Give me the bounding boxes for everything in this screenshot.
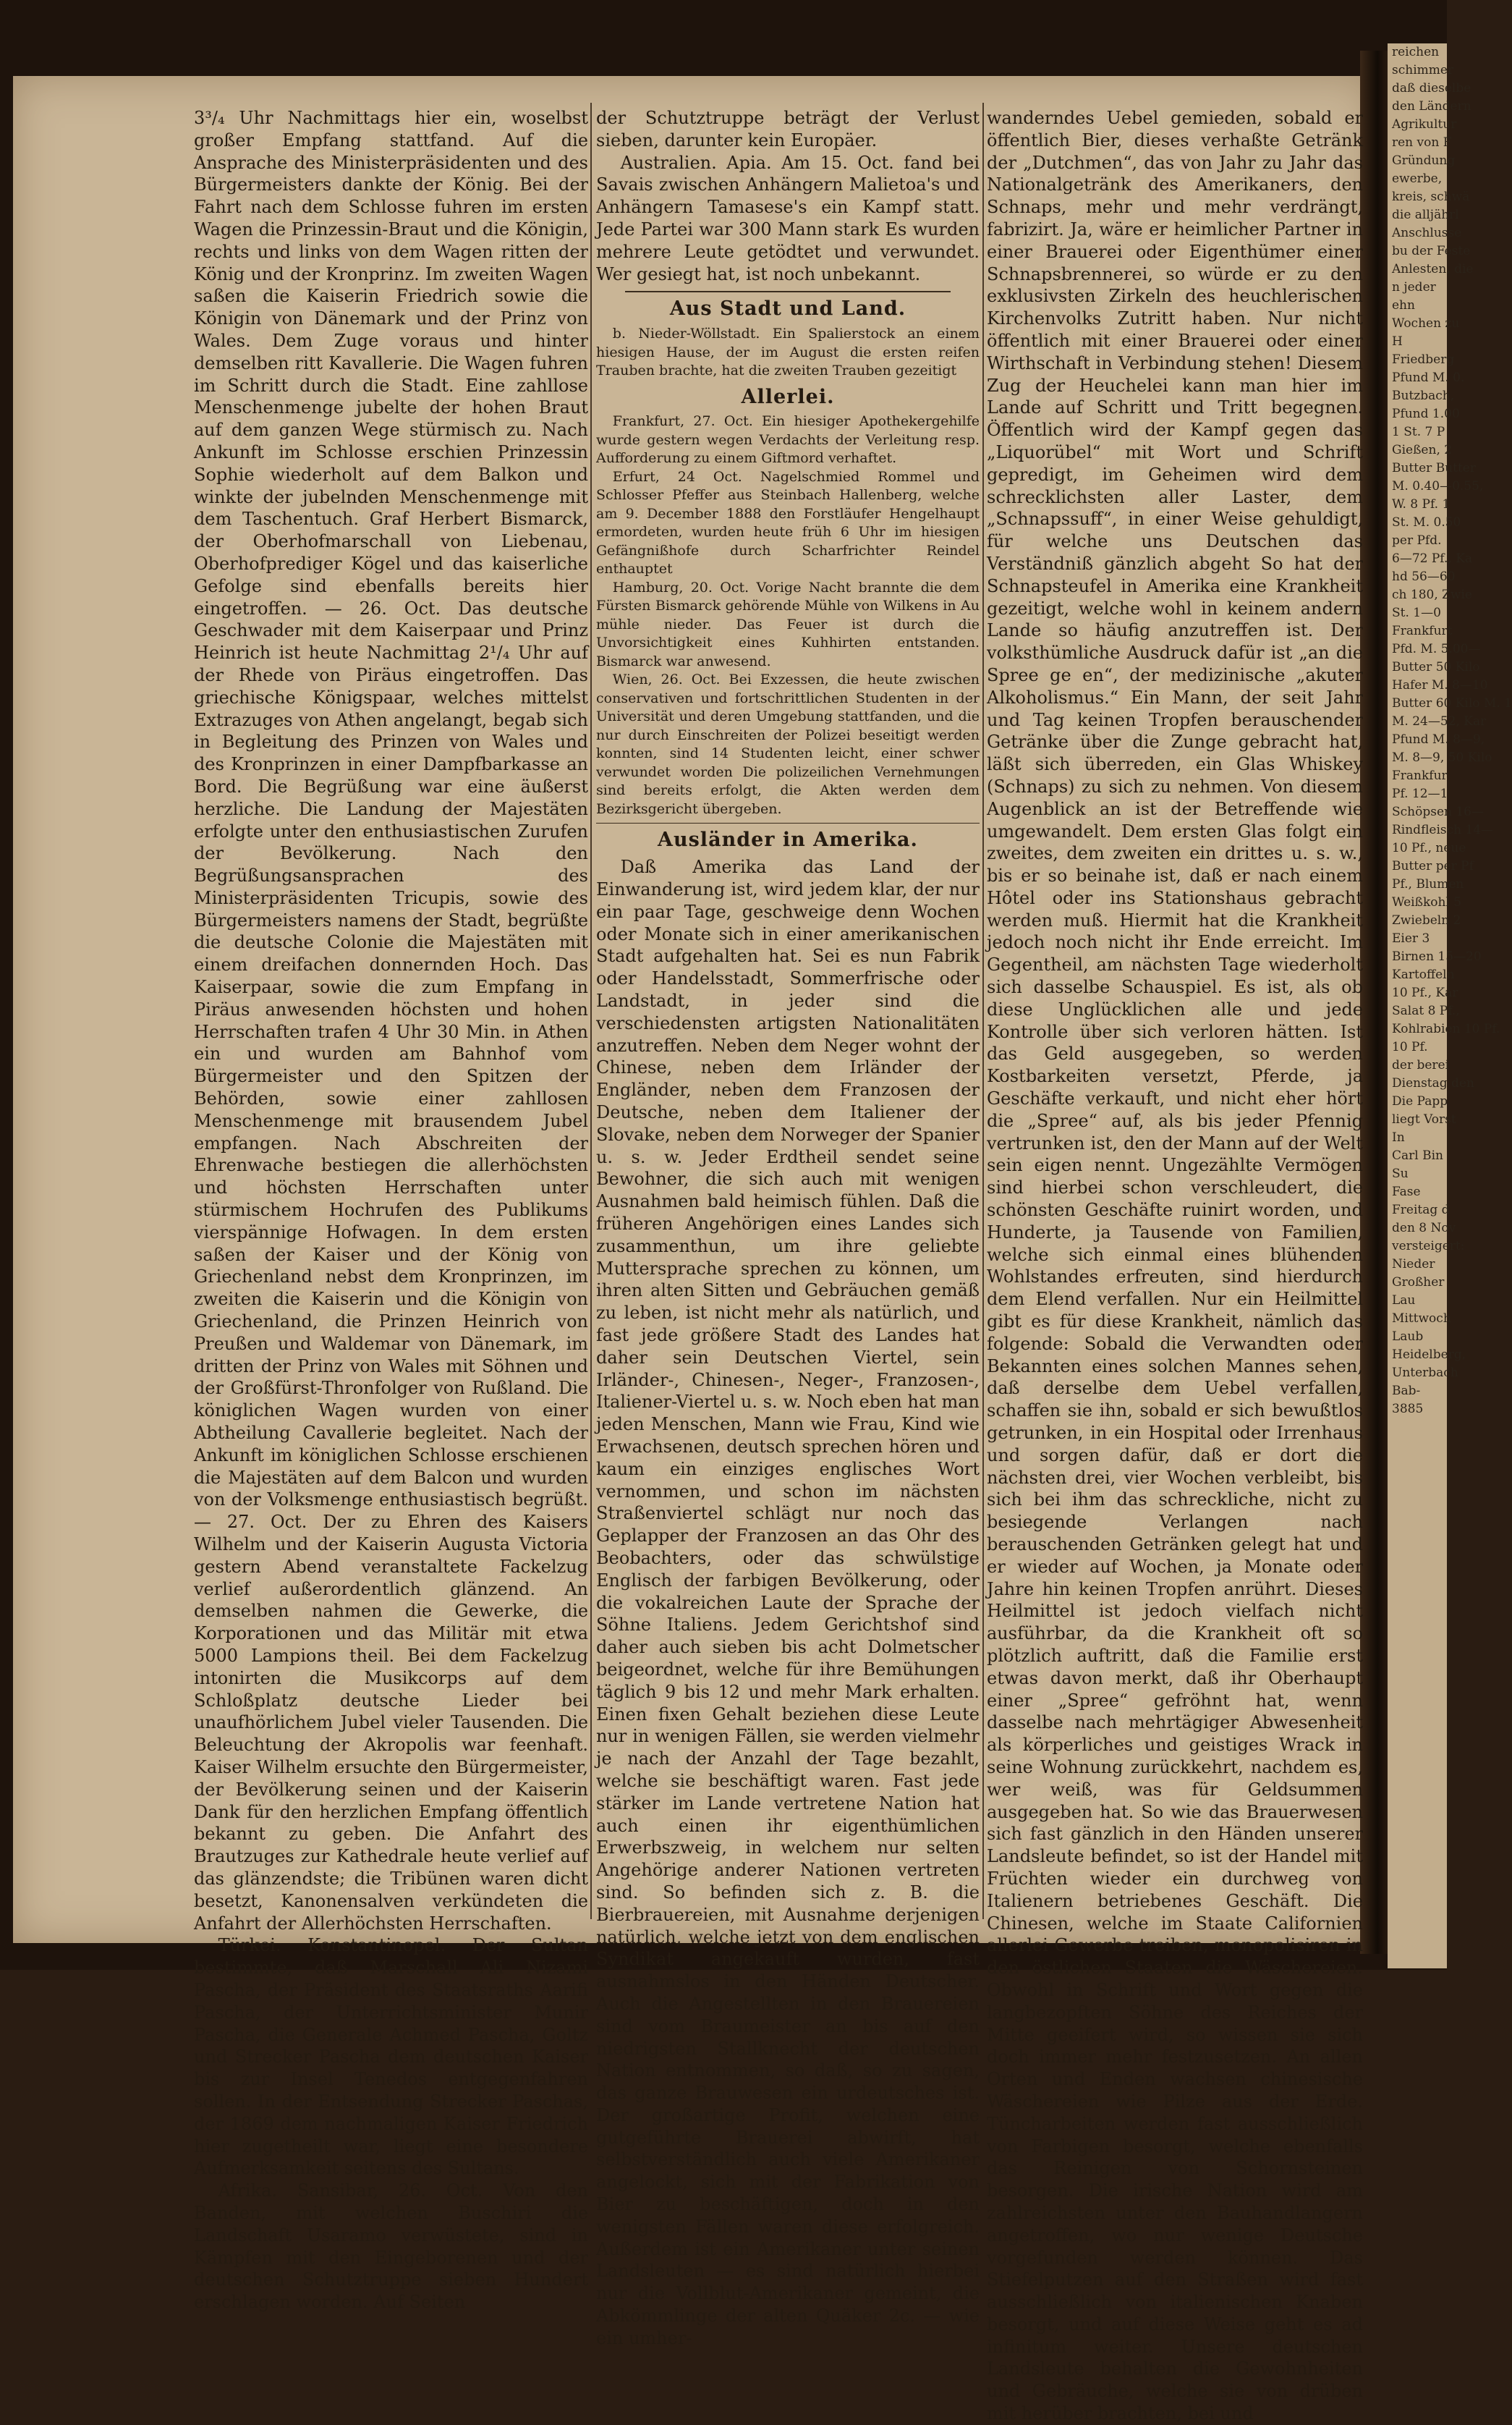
section-stadt-und-land — [596, 325, 980, 381]
adjacent-page-text: M. 8—9, 50 Kilo — [1392, 750, 1492, 765]
adjacent-page-text: W. 8 Pf. 1 — [1392, 497, 1451, 512]
adjacent-page-text: Pf., Blumen — [1392, 877, 1464, 892]
adjacent-page-text: Pfd. M. 5.00— — [1392, 642, 1481, 656]
adjacent-page-text: Butter Butter — [1392, 461, 1476, 475]
column-2 — [596, 107, 980, 2350]
adjacent-page-text: liegt Vorst — [1392, 1112, 1456, 1127]
adjacent-page-text: Carl Bin — [1392, 1148, 1443, 1163]
adjacent-page-text: Gießen, 2 — [1392, 443, 1453, 457]
adjacent-page-text: den Ländern — [1392, 99, 1471, 114]
adjacent-page-text: St. M. 0.50 — [1392, 515, 1461, 530]
news-item: Frankfurt, 27. Oct. Ein hiesiger Apothekergehilfe wurde gestern wegen Verdachts der Verleitung resp. Aufforderung zu einem Giftmord verhaftet. — [596, 413, 980, 467]
article-africa-continued: der Schutztruppe beträgt der Verlust sieben, darunter kein Europäer. — [596, 108, 980, 151]
adjacent-page-text: 1 St. 7 P — [1392, 425, 1445, 439]
column-1 — [194, 107, 588, 2314]
adjacent-page-text: Rindfleisch 14— — [1392, 823, 1494, 837]
adjacent-page-text: Dienstag den — [1392, 1076, 1474, 1091]
news-item: b. Nieder-Wöllstadt. Ein Spalierstock an einem hiesigen Hause, der im August die ersten reifen Trauben brachte, hat die zweiten Trauben gezeitigt — [596, 326, 980, 379]
adjacent-page-text: per Pfd. — [1392, 533, 1442, 548]
adjacent-page-text: Fase — [1392, 1185, 1421, 1199]
adjacent-page-text: kreis, schwä — [1392, 190, 1470, 204]
adjacent-page-text: Butzbach, — [1392, 389, 1455, 403]
section-allerlei — [596, 412, 980, 818]
adjacent-page-text: H — [1392, 334, 1403, 349]
adjacent-page-text: Lau — [1392, 1293, 1416, 1308]
adjacent-page-text: Anschlusse — [1392, 226, 1462, 240]
adjacent-page-text: M. 24—52, Kar — [1392, 714, 1487, 729]
column-rule-2 — [982, 103, 984, 1919]
adjacent-page-text: Bab- — [1392, 1384, 1421, 1398]
adjacent-page-text: den 8 Nov — [1392, 1221, 1456, 1235]
adjacent-page-text: Friedberg — [1392, 352, 1455, 367]
adjacent-page-text: Heidelberg, — [1392, 1347, 1466, 1362]
adjacent-page-text: Su — [1392, 1167, 1409, 1181]
adjacent-page-text: Großher — [1392, 1275, 1445, 1290]
adjacent-page-text: ren von F — [1392, 135, 1452, 150]
adjacent-page-text: n jeder — [1392, 280, 1436, 295]
section-divider — [596, 823, 980, 824]
adjacent-page-text: Hafer M. 8—10 — [1392, 678, 1488, 693]
adjacent-page-text: Pfund M. 0. — [1392, 371, 1465, 385]
adjacent-page-text: Butter 60 Kilo M. 1 — [1392, 696, 1512, 711]
adjacent-page-text: Zwiebeln 2 — [1392, 913, 1461, 928]
adjacent-page-text: Birnen 15—20 — [1392, 949, 1482, 964]
adjacent-page-text: Nieder — [1392, 1257, 1435, 1271]
adjacent-page-text: Kartoffeln — [1392, 968, 1455, 982]
adjacent-page-text: Agrikultur — [1392, 117, 1457, 132]
adjacent-page-text: ch 180, Zwie — [1392, 588, 1472, 602]
adjacent-page-fragment — [1388, 43, 1512, 1968]
adjacent-page-text: Pfund M. 8—9, — [1392, 732, 1485, 747]
adjacent-page-text: Freitag d — [1392, 1203, 1450, 1217]
adjacent-page-text: ewerbe, — [1392, 172, 1443, 186]
news-item: Hamburg, 20. Oct. Vorige Nacht brannte die dem Fürsten Bismarck gehörende Mühle von Wilkens in Au mühle nieder. Das Feuer ist durch die Unvorsichtigkeit eines Kuhhirten entstanden. Bismarck war anwesend. — [596, 579, 980, 669]
adjacent-page-text: Frankfurt — [1392, 624, 1453, 638]
adjacent-page-text: Pf. 12—1 — [1392, 787, 1448, 801]
adjacent-page-text: Kohlrabien 10 Pf. — [1392, 1022, 1500, 1036]
adjacent-page-text: 10 Pf., Kar — [1392, 986, 1458, 1000]
adjacent-page-text: Unterbach — [1392, 1366, 1458, 1380]
article-africa: Afrika. Sansibar, 26. Oct. Von den Banden, mit welchen Buschiri die Landschaft Usaramo verwüstete, sind in Kämpfen mit den Eingeborenen und der deutschen Schutztruppe sieben Hundert erschlagen worden. Auf Seiten — [194, 2180, 588, 2313]
adjacent-page-text: 10 Pf. — [1392, 1040, 1428, 1054]
adjacent-page-text: 10 Pf., neue — [1392, 841, 1466, 855]
adjacent-page-text: Schöpsen 16— — [1392, 805, 1485, 819]
adjacent-page-text: reichen — [1392, 45, 1440, 59]
adjacent-page-text: Gründung — [1392, 153, 1456, 168]
adjacent-page-text: Weißkohl 5 — [1392, 895, 1462, 910]
article-turkey: Türkei. Konstantinopel. Der Sultan bestimmte, daß Marschall Ali Nizami Pascha, der Präsident des Staatsraths Aarifi Pascha, der Unterrichtsminister Munir Pascha, die Generale Achmed Pascha, Goltz und Strecker Pascha dem deutschen Kaiser bis zur Insel Tenedos entgegenfahren sollen. In der Entsendung Strecker Paschas, der 1869 dem nachmaligen Kaiser Friedrich hier zugetheilt war, liegt eine besondere Aufmerksamkeit seitens des Sultans. — [194, 1935, 588, 2179]
adjacent-page-text: 6—72 Pf., Ka — [1392, 551, 1473, 566]
news-item: Wien, 26. Oct. Bei Exzessen, die heute zwischen conservativen und fortschrittlichen Studenten in der Universität und deren Umgebung stattfanden, und die nur durch Einschreiten der Polizei beseitigt werden konnten, sind 14 Studenten leicht, einer schwer verwundet worden Die polizeilichen Vernehmungen sind bereits erfolgt, die Akten werden dem Bezirksgericht übergeben. — [596, 672, 980, 817]
adjacent-page-text: der berei — [1392, 1058, 1450, 1072]
news-item: Erfurt, 24 Oct. Nagelschmied Rommel und Schlosser Pfeffer aus Steinbach Hallenberg, welche am 9. December 1888 den Forstläufer Hengelhaupt ermordeten, wurden heute früh 6 Uhr im hiesigen Gefängnißhofe durch Scharfrichter Reindel enthauptet — [596, 468, 980, 577]
adjacent-page-text: ehn — [1392, 298, 1415, 313]
adjacent-page-text: Salat 8 Pf., — [1392, 1004, 1460, 1018]
column-rule-1 — [590, 103, 592, 1919]
adjacent-page-text: Butter 50 Kilo — [1392, 660, 1480, 674]
adjacent-page-text: daß dieselbe — [1392, 81, 1471, 96]
adjacent-page-text: Pfund 1.00 — [1392, 407, 1460, 421]
article-greece: 3³/₄ Uhr Nachmittags hier ein, woselbst großer Empfang stattfand. Auf die Ansprache des Ministerpräsidenten und des Bürgermeisters dankte der König. Bei der Fahrt nach dem Schlosse fuhren im ersten Wagen die Prinzessin-Braut und die Königin, rechts und links von dem Wagen ritten der König und der Kronprinz. Im zweiten Wagen saßen die Kaiserin Friedrich sowie die Königin von Dänemark und der Prinz von Wales. Dem Zuge voraus und hinter demselben ritt Kavallerie. Die Wagen fuhren im Schritt durch die Stadt. Eine zahllose Menschenmenge jubelte der hohen Braut auf dem ganzen Wege stürmisch zu. Nach Ankunft im Schlosse erschien Prinzessin Sophie wiederholt auf dem Balkon und winkte der jubelnden Menschenmenge mit dem Taschentuch. Graf Herbert Bismarck, der Oberhofmarschall von Liebenau, Oberhofprediger Kögel und das kaiserliche Gefolge sind ebenfalls bereits hier eingetroffen. — 26. Oct. Das deutsche Geschwader mit dem Kaiserpaar und Prinz Heinrich ist heute Nachmittag 2¹/₄ Uhr auf der Rhede von Piräus eingetroffen. Das griechische Königspaar, welches mittelst Extrazuges von Athen angelangt, begab sich in Begleitung des Prinzen von Wales und des Kronprinzen in einer Dampfbarkasse an Bord. Die Begrüßung war eine äußerst herzliche. Die Landung der Majestäten erfolgte unter den enthusiastischen Zurufen der Bevölkerung. Nach den Begrüßungsansprachen des Ministerpräsidenten Tricupis, sowie des Bürgermeisters namens der Stadt, begrüßte die deutsche Colonie die Majestäten mit einem dreifachen donnernden Hoch. Das Kaiserpaar, sowie die zum Empfang in Piräus anwesenden höchsten und hohen Herrschaften trafen 4 Uhr 30 Min. in Athen ein und wurden am Bahnhof vom Bürgermeister und den Spitzen der Behörden, sowie einer zahllosen Menschenmenge mit brausendem Jubel empfangen. Nach Abschreiten der Ehrenwache bestiegen die allerhöchsten und höchsten Herrschaften unter stürmischem Hochrufen des Publikums vierspännige Hofwagen. In dem ersten saßen der Kaiser und der König von Griechenland nebst dem Kronprinzen, im zweiten die Kaiserin und die Königin von Griechenland, die Prinzen Heinrich von Preußen und Waldemar von Dänemark, im dritten der Prinz von Wales mit Söhnen und der Großfürst-Thronfolger von Rußland. Die königlichen Wagen wurden von einer Abtheilung Cavallerie begleitet. Nach der Ankunft im königlichen Schlosse erschienen die Majestäten auf dem Balcon und wurden von der Volksmenge enthusiastisch begrüßt. — 27. Oct. Der zu Ehren des Kaisers Wilhelm und der Kaiserin Augusta Victoria gestern Abend veranstaltete Fackelzug verlief außerordentlich glänzend. An demselben nahmen die Gewerke, die Korporationen und das Militär mit etwa 5000 Lampions theil. Bei dem Fackelzug intonirten die Musikcorps auf dem Schloßplatz deutsche Lieder bei unaufhörlichem Jubel vieler Tausenden. Die Beleuchtung der Akropolis war feenhaft. Kaiser Wilhelm ersuchte den Bürgermeister, der Bevölkerung seinen und der Kaiserin Dank für den herzlichen Empfang öffentlich bekannt zu geben. Die Anfahrt des Brautzuges zur Kathedrale heute verlief auf das glänzendste; die Tribünen waren dicht besetzt, Kanonensalven verkündeten die Anfahrt der Allerhöchsten Herrschaften. — [194, 108, 588, 1934]
adjacent-page-text: versteigert: — [1392, 1239, 1465, 1253]
book-binding — [1360, 51, 1389, 1954]
adjacent-page-text: die alljährl — [1392, 208, 1459, 222]
adjacent-page-text: St. 1—0 — [1392, 606, 1441, 620]
adjacent-page-text: In — [1392, 1130, 1405, 1145]
article-australia: Australien. Apia. Am 15. Oct. fand bei Savais zwischen Anhängern Malietoa's und Anhängern Tamasese's ein Kampf statt. Jede Partei war 300 Mann stark Es wurden mehrere Leute getödtet und verwundet. Wer gesiegt hat, ist noch unbekannt. — [596, 152, 980, 284]
adjacent-page-text: Anlesten, die — [1392, 262, 1474, 276]
adjacent-page-text: hd 56—60 — [1392, 570, 1456, 584]
adjacent-page-text: Wochen zu — [1392, 316, 1460, 331]
adjacent-page-text: M. 0.40—0.55, — [1392, 479, 1484, 494]
adjacent-page-text: Die Papp — [1392, 1094, 1448, 1109]
section-divider — [625, 291, 951, 292]
adjacent-page-text: Mittwoch — [1392, 1311, 1451, 1326]
article-auslaender-continued: wanderndes Uebel gemieden, sobald er öffentlich Bier, dieses verhaßte Getränk der „Dutchmen“, das von Jahr zu Jahr das Nationalgetränk des Amerikaners, den Schnaps, mehr und mehr verdrängt, fabrizirt. Ja, wäre er heimlicher Partner in einer Brauerei oder Eigenthümer einer Schnapsbrennerei, so würde er zu den exklusivsten Zirkeln des heuchlerischen Kirchenvolks Zutritt haben. Nur nicht öffentlich mit einer Brauerei oder einer Wirthschaft in Verbindung stehen! Diesem Zug der Heuchelei kann man hier im Lande auf Schritt und Tritt begegnen. Öffentlich wird der Kampf gegen das „Liquorübel“ mit Wort und Schrift gepredigt, im Geheimen wird dem schrecklichsten aller Laster, dem „Schnapssuff“, in einer Weise gehuldigt, für welche uns Deutschen das Verständniß gänzlich abgeht So hat der Schnapsteufel in Amerika eine Krankheit gezeitigt, welche wohl in keinem andern Lande so häufig anzutreffen ist. Der volksthümliche Ausdruck dafür ist „an die Spree ge en“, der medizinische „akuter Alkoholismus.“ Ein Mann, der seit Jahr und Tag keinen Tropfen berauschender Getränke über die Zunge gebracht hat, läßt sich überreden, ein Glas Whiskey (Schnaps) zu sich zu nehmen. Von diesem Augenblick an ist der Betreffende wie umgewandelt. Dem ersten Glas folgt ein zweites, dem zweiten ein drittes u. s. w., bis er so beinahe ist, daß er nach einem Hôtel oder ins Stationshaus gebracht werden muß. Hiermit hat die Krankheit jedoch noch nicht ihr Ende erreicht. Im Gegentheil, am nächsten Tage wiederholt sich dasselbe Schauspiel. Es ist, als ob diese Unglücklichen alle und jede Kontrolle über sich verloren hätten. Ist das Geld ausgegeben, so werden Kostbarkeiten versetzt, Pferde, ja Geschäfte verkauft, und nicht eher hört die „Spree“ auf, als bis jeder Pfennig vertrunken ist, den der Mann auf der Welt sein eigen nennt. Ungezählte Vermögen sind hierbei schon verschleudert, die schönsten Geschäfte ruinirt worden, und Hunderte, ja Tausende von Familien, welche sich einmal eines blühenden Wohlstandes erfreuten, sind hierdurch dem Elend verfallen. Nur ein Heilmittel gibt es für diese Krankheit, nämlich das folgende: Sobald die Verwandten oder Bekannten eines solchen Mannes sehen, daß derselbe dem Uebel verfallen, schaffen sie ihn, sobald er sich bewußtlos getrunken, in ein Hospital oder Irrenhaus und sorgen dafür, daß er dort die nächsten drei, vier Wochen verbleibt, bis sich bei ihm das schreckliche, nicht zu besiegende Verlangen nach berauschenden Getränken gelegt hat und er wieder auf Wochen, ja Monate oder Jahre hin keinen Tropfen anrührt. Dieses Heilmittel ist jedoch vielfach nicht ausführbar, da die Krankheit oft so plötzlich auftritt, daß die Familie erst etwas davon merkt, daß ihr Oberhaupt einer „Spree“ gefröhnt hat, wenn dasselbe nach mehrtägiger Abwesenheit als körperliches und geistiges Wrack in seine Wohnung zurückkehrt, nachdem es, wer weiß, was für Geldsummen ausgegeben hat. So wie das Brauerwesen sich fast gänzlich in den Händen unserer Landsleute befindet, so ist der Handel mit Früchten wieder ein durchweg von Italienern betriebenes Geschäft. Die Chinesen, welche im Staate Californien allerlei Gewerbe treiben, monopolisiren in den östlichen Staaten die Wäschereien. Obwohl in Schrift und Wort gegen die langbezopften Söhne des Reiches der Mitte geeifert wird, so wissen sie sich doch immer mehr festzusetzen. An allen Orten und Enden wachsen chinesische Wäschereien wie Pilze aus der Erde. Tüncharbeiten werden fast ausschließlich von Farbigen besorgt, welche ebenfalls das Reinigen von Schornsteinen besorgen. Die irische Nation wird am zahlreichsten unter den Bauhandlangern angetroffen, wo nur wenige Deutsche vorgefunden werden können. Das Stiefelputzen auf den Straßen wird fast ausschließlich von italienischen Knaben besorgt, und auf diese Weise geht es ad infinitum weiter. Unsere deutschen Landsleute behalten die Gewohnheiten und Gebräuche, welche sie von drüben mit herüber brachten, bei und — [987, 108, 1363, 2424]
article-auslaender: Daß Amerika das Land der Einwanderung ist, wird jedem klar, der nur ein paar Tage, geschweige denn Wochen oder Monate sich in einer amerikanischen Stadt aufgehalten hat. Sei es nun Fabrik oder Handelsstadt, Sommerfrische oder Landstadt, in jeder sind die verschiedensten artigsten Nationalitäten anzutreffen. Neben dem Neger wohnt der Chinese, neben dem Irländer der Engländer, neben dem Franzosen der Deutsche, neben dem Italiener der Slovake, neben dem Norweger der Spanier u. s. w. Jeder Erdtheil sendet seine Bewohner, die sich auch mit wenigen Ausnahmen bald heimisch fühlen. Daß die früheren Angehörigen eines Landes sich zusammenthun, um ihre geliebte Muttersprache sprechen zu können, um ihren alten Sitten und Gebräuchen gemäß zu leben, ist nicht mehr als natürlich, und fast jede größere Stadt des Landes hat daher sein Deutschen Viertel, sein Irländer-, Chinesen-, Neger-, Franzosen-, Italiener-Viertel u. s. w. Noch eben hat man jeden Menschen, Mann wie Frau, Kind wie Erwachsenen, deutsch sprechen hören und kaum ein einziges englisches Wort vernommen, und schon im nächsten Straßenviertel schlägt nur noch das Geplapper der Franzosen an das Ohr des Beobachters, oder das schwülstige Englisch der farbigen Bevölkerung, oder die vokalreichen Laute der Sprache der Söhne Italiens. Jedem Gerichtshof sind daher auch sieben bis acht Dolmetscher beigeordnet, welche für ihre Bemühungen täglich 9 bis 12 und mehr Mark erhalten. Einen fixen Gehalt beziehen diese Leute nur in wenigen Fällen, sie werden vielmehr je nach der Anzahl der Tage bezahlt, welche sie beschäftigt waren. Fast jede stärker im Lande vertretene Nation hat auch einen ihr eigenthümlichen Erwerbszweig, in welchem nur selten Angehörige anderer Nationen vertreten sind. So befinden sich z. B. die Bierbrauereien, mit Ausnahme derjenigen natürlich, welche jetzt von dem englischen Syndikat angekauft wurden, fast ausnahmslos in den Händen Deutscher. Auch die Angestellten in den Brauereien sind vom Braumeister an bis auf den niedrigsten Stallknecht der deutschen Nation entnommen, so daß, so zu sagen, das ganze Brauwesen ein urdeutsches ist. Der großartige Profit, welchen eine gutgeführte Brauerei abwirft, hat selbstverständlich auch viele Amerikaner angelockt, sich mit der Fabrikation von Bier zu beschäftigen, doch in den wenigsten Fällen waren diese erfolgreich. Außerdem ist ein Amerikaner unter seinen Landsleuten — es sind natürlich hierbei nur die Vollblut-Amerikaner gemeint, die Abkömmlinge der alten Quäker 2c. — wie ein umher- — [596, 857, 980, 2348]
adjacent-page-text: Eier 3 — [1392, 931, 1430, 946]
adjacent-page-text: Butter per Pf — [1392, 859, 1474, 873]
adjacent-page-text: 3885 — [1392, 1402, 1424, 1416]
adjacent-page-text: Laub — [1392, 1329, 1424, 1344]
column-3 — [987, 107, 1363, 2425]
adjacent-page-text: Frankfur — [1392, 769, 1448, 783]
adjacent-page-text: schimmer — [1392, 63, 1454, 77]
heading-aus-stadt-und-land: Aus Stadt und Land. — [669, 297, 906, 321]
heading-auslaender-in-amerika: Ausländer in Amerika. — [658, 829, 918, 852]
adjacent-page-text: bu der Feste — [1392, 244, 1471, 258]
heading-allerlei: Allerlei. — [741, 385, 835, 408]
